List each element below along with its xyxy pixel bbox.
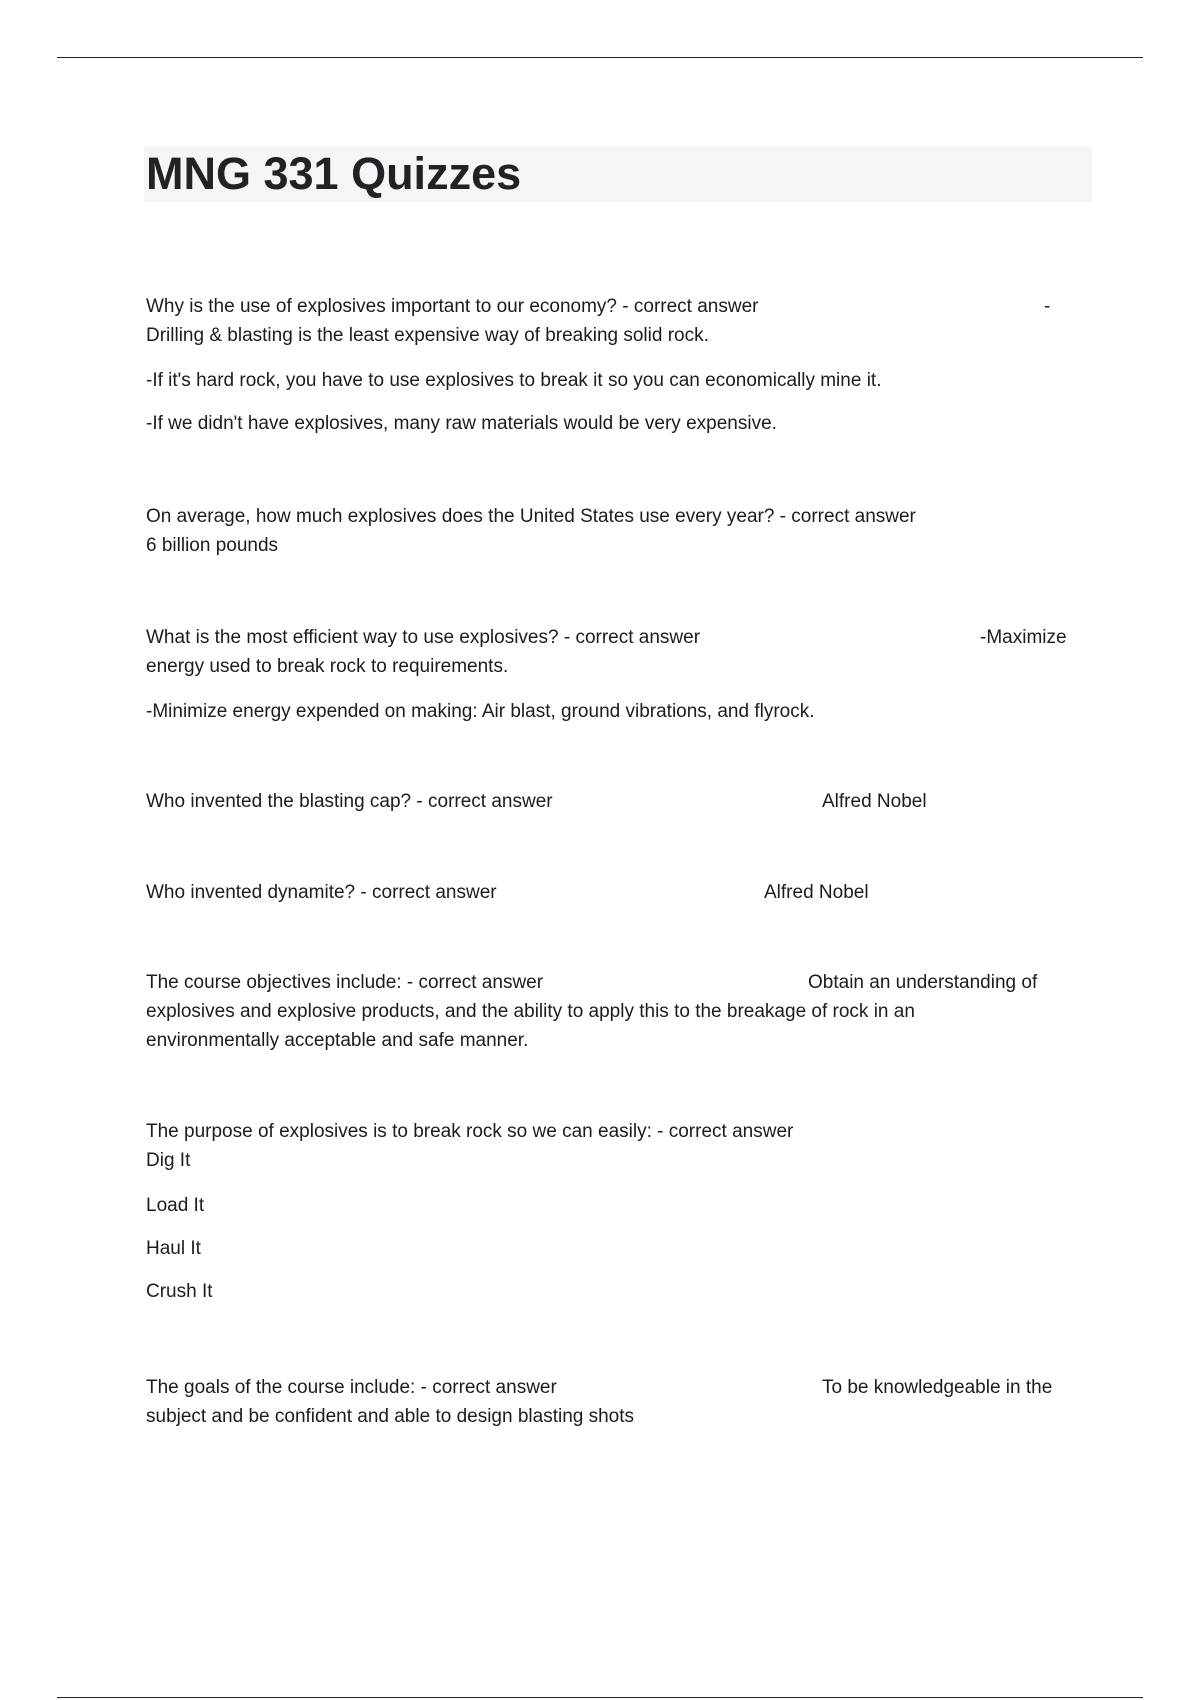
- qa-item-8: [146, 1373, 1076, 1431]
- answer-detail: Haul It: [146, 1238, 201, 1259]
- answer-text: subject and be confident and able to design blasting shots: [146, 1406, 635, 1427]
- question-text: Who invented the blasting cap? - correct answer: [146, 791, 553, 812]
- answer-detail: -If we didn't have explosives, many raw materials would be very expensive.: [146, 413, 777, 434]
- question-text: The purpose of explosives is to break rock so we can easily: - correct answer: [146, 1121, 794, 1142]
- question-text: The course objectives include: - correct answer: [146, 972, 544, 993]
- answer-start: -Maximize: [980, 627, 1067, 648]
- answer-text: Dig It: [146, 1150, 191, 1171]
- question-text: The goals of the course include: - correct answer: [146, 1377, 557, 1398]
- question-text: What is the most efficient way to use explosives? - correct answer: [146, 627, 701, 648]
- question-text: On average, how much explosives does the United States use every year? - correct answer: [146, 506, 916, 527]
- footer-rule: [57, 1697, 1143, 1698]
- answer-detail: -If it's hard rock, you have to use explosives to break it so you can economically mine it.: [146, 370, 882, 391]
- answer-text: energy used to break rock to requirements.: [146, 656, 509, 677]
- answer-start: Obtain an understanding of: [808, 972, 1038, 993]
- question-text: Who invented dynamite? - correct answer: [146, 882, 497, 903]
- answer-text: 6 billion pounds: [146, 535, 279, 556]
- answer-start: To be knowledgeable in the: [822, 1377, 1053, 1398]
- answer-detail: -Minimize energy expended on making: Air blast, ground vibrations, and flyrock.: [146, 701, 815, 722]
- answer-text: environmentally acceptable and safe manner.: [146, 1030, 529, 1051]
- question-line: [146, 623, 1076, 652]
- qa-item-6: [146, 968, 1076, 1055]
- qa-item-3: [146, 623, 1076, 726]
- qa-item-1: [146, 292, 1076, 438]
- question-line: [146, 292, 1076, 321]
- answer-text: Alfred Nobel: [822, 791, 927, 812]
- question-line: [146, 968, 1076, 997]
- answer-detail: Crush It: [146, 1281, 213, 1302]
- document-title: MNG 331 Quizzes: [146, 148, 522, 199]
- answer-detail: Load It: [146, 1195, 205, 1216]
- answer-text: Alfred Nobel: [764, 882, 869, 903]
- question-line: [146, 1373, 1076, 1402]
- qa-item-5: [146, 878, 1076, 907]
- question-line: [146, 878, 1076, 907]
- question-text: Why is the use of explosives important to our economy? - correct answer: [146, 296, 759, 317]
- question-line: [146, 787, 1076, 816]
- qa-item-7: [146, 1117, 1076, 1306]
- answer-text: explosives and explosive products, and the ability to apply this to the breakage of rock in an: [146, 1001, 915, 1022]
- header-rule: [57, 57, 1143, 58]
- answer-text: Drilling & blasting is the least expensive way of breaking solid rock.: [146, 325, 709, 346]
- answer-start: -: [1044, 296, 1051, 317]
- qa-item-4: [146, 787, 1076, 816]
- qa-item-2: [146, 502, 1076, 560]
